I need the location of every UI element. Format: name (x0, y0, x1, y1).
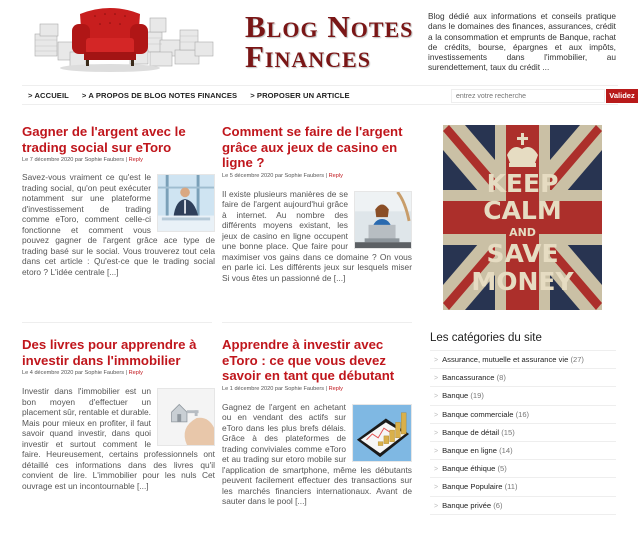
site-title-line2: Finances (245, 39, 371, 74)
chevron-right-icon: > (434, 466, 439, 474)
category-item[interactable]: > Banque commerciale (16) (430, 406, 616, 424)
article-date-author: Le 1 décembre 2020 par Sophie Faubers | (222, 385, 329, 392)
article-title[interactable]: Apprendre à investir avec eToro : ce que vous devez savoir en tant que débutant (222, 337, 395, 383)
chevron-right-icon: > (434, 502, 439, 510)
reply-link[interactable]: Reply (328, 172, 343, 179)
article-title[interactable]: Comment se faire de l'argent grâce aux jeux de casino en ligne ? (222, 124, 403, 170)
article-date-author: Le 7 décembre 2020 par Sophie Faubers | (22, 157, 129, 163)
site-title-line1: Blog Notes (245, 9, 414, 44)
reply-link[interactable]: Reply (128, 157, 143, 163)
divider (22, 322, 212, 323)
article-meta (222, 173, 412, 179)
article-card (22, 337, 215, 491)
article-title[interactable]: Gagner de l'argent avec le trading social sur eToro (22, 124, 186, 155)
category-item[interactable]: > Assurance, mutuelle et assurance vie (27) (430, 351, 616, 369)
main-navigation (22, 85, 635, 105)
search-submit-button[interactable]: Validez (606, 89, 638, 103)
article-card (222, 337, 412, 507)
category-item[interactable]: > Bancassurance (8) (430, 369, 616, 387)
divider (222, 322, 412, 323)
article-title[interactable]: Des livres pour apprendre à investir dans l'immobilier (22, 337, 197, 368)
chevron-right-icon: > (434, 447, 439, 455)
article-meta (22, 157, 215, 163)
house-keys-icon[interactable] (157, 388, 215, 446)
category-item[interactable]: > Banque éthique (5) (430, 460, 616, 478)
article-date-author: Le 5 décembre 2020 par Sophie Faubers | (222, 172, 329, 179)
article-excerpt: Gagnez de l'argent en achetant ou en vendant des actifs sur eToro dans les plus brefs délais. Grâce à des plateformes de trading conviviales comme eToro et au trading sur etoro mobile sur l'application de smartphone, même les débutants peuvent facilement effectuer des transactions sur les marchés financiers internationaux. Avant de sauter dans le pool [...] (222, 401, 412, 506)
article-meta (222, 386, 412, 392)
category-item[interactable]: > Banque de détail (15) (430, 424, 616, 442)
reply-link[interactable]: Reply (328, 385, 343, 392)
site-title[interactable] (245, 9, 414, 74)
article-card (222, 124, 412, 283)
article-date-author: Le 4 décembre 2020 par Sophie Faubers | (22, 370, 129, 376)
category-item[interactable]: > Banque (19) (430, 387, 616, 405)
article-excerpt: Investir dans l'immobilier est un bon moyen d'effectuer un placement sûr, rentable et durable. Mais pour mieux en profiter, il faut savoir quand investir, dans quoi investir et surtout comment le faire. Heureusement, certains professionnels ont détaillé ces informations dans des livres qu'il convient de lire. L'immobilier pour les nuls Cet ouvrage est un incontournable [...] (22, 386, 215, 491)
reply-link[interactable]: Reply (128, 370, 143, 376)
article-excerpt: Savez-vous vraiment ce qu'est le trading social, qu'on peut exécuter notamment sur une plateforme d'investissement de trading comme eToro, comment celle-ci fonctionne et comment vous pouvez gagner de l'argent grâce ace type de trading basé sur le social. Vous trouverez tout cela dans cet article : Qu'est-ce que le trading social etoro ? L'idée centrale [...] (22, 172, 215, 277)
chevron-right-icon: > (434, 411, 439, 419)
nav-item-a-propos[interactable]: > A PROPOS DE BLOG NOTES FINANCES (81, 91, 238, 100)
article-excerpt: Il existe plusieurs manières de se faire de l'argent aujourd'hui grâce à internet. Au nombre des différents moyens existant, les jeux de casino en ligne occupent une bonne place. Que faire pour maximiser vos gains dans ce domaine ? On vous en parle ici. Les différents jeux sur lesquels miser Si vous êtes un passionné de [...] (222, 188, 412, 283)
woman-laptop-icon[interactable] (354, 191, 412, 249)
search-input[interactable] (451, 89, 605, 103)
article-card (22, 124, 215, 277)
chevron-right-icon: > (434, 375, 439, 383)
nav-item-proposer-article[interactable]: > PROPOSER UN ARTICLE (250, 91, 350, 100)
red-armchair-papers-logo[interactable] (30, 2, 225, 74)
category-item[interactable]: > Banque en ligne (14) (430, 442, 616, 460)
categories-list (430, 350, 616, 515)
chevron-right-icon: > (434, 429, 439, 437)
businessman-phone-icon[interactable] (157, 174, 215, 232)
tablet-coins-chart-icon[interactable] (352, 404, 412, 462)
keep-calm-save-money-banner[interactable] (443, 125, 602, 310)
site-description: Blog dédié aux informations et conseils pratique dans le domaines des finances, assurances, crédit a la consommation et emprunts de Banque, rachat de crédits, bourse, épargnes et aux impôts, investissements dans l'immobilier, au surendettement, taux du crédit ... (428, 11, 616, 73)
category-item[interactable]: > Banque privée (6) (430, 497, 616, 515)
chevron-right-icon: > (434, 393, 439, 401)
chevron-right-icon: > (434, 357, 439, 364)
nav-item-accueil[interactable]: > ACCUEIL (28, 91, 69, 100)
article-meta (22, 370, 215, 376)
poster-text: KEEP CALM AND SAVE MONEY (471, 169, 574, 296)
categories-heading: Les catégories du site (430, 332, 542, 344)
site-header (0, 0, 640, 86)
category-item[interactable]: > Banque Populaire (11) (430, 478, 616, 496)
chevron-right-icon: > (434, 484, 439, 492)
